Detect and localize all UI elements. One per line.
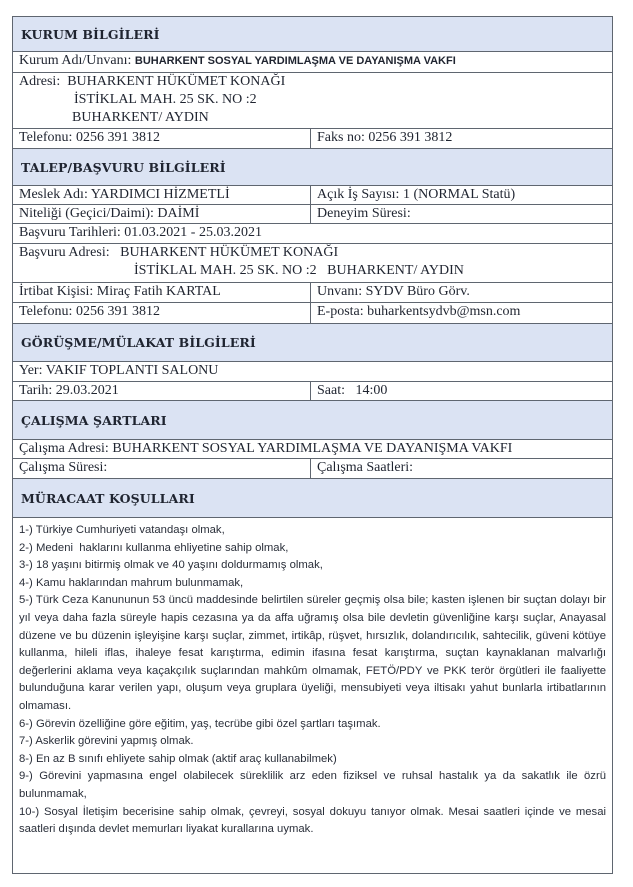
kurum-address-cell [13,73,612,128]
section-header-muracaat [13,479,612,518]
basvuru-adresi-cell [13,244,612,282]
condition-item: 8-) En az B sınıfı ehliyete sahip olmak (aktif araç kullanabilmek) [19,752,337,765]
deneyim-suresi: Deneyim Süresi: [317,206,411,221]
acik-is-sayisi: Açık İş Sayısı: 1 (NORMAL Statü) [317,187,516,202]
kurum-address-line: BUHARKENT/ AYDIN [72,110,209,125]
kurum-name-label: Kurum Adı/Unvanı: [19,53,132,68]
section-title: GÖRÜŞME/MÜLAKAT BİLGİLERİ [21,335,256,350]
nitelik: Niteliği (Geçici/Daimi): DAİMİ [13,205,311,223]
meslek-adi: Meslek Adı: YARDIMCI HİZMETLİ [13,186,311,204]
talep-irtibat-row [13,283,612,303]
talep-telefon: Telefonu: 0256 391 3812 [13,303,311,323]
basvuru-tarihleri: Başvuru Tarihleri: 01.03.2021 - 25.03.2021 [19,225,262,240]
condition-item: 3-) 18 yaşını bitirmiş olmak ve 40 yaşını doldurmamış olmak, [19,559,323,572]
section-title: TALEP/BAŞVURU BİLGİLERİ [21,159,226,175]
condition-item: 1-) Türkiye Cumhuriyeti vatandaşı olmak, [19,524,225,536]
conditions-list [13,518,612,873]
section-header-talep [13,149,612,186]
talep-adres-row [13,244,612,283]
kurum-address-line: İSTİKLAL MAH. 25 SK. NO :2 [74,92,257,107]
irtibat-unvan: Unvanı: SYDV Büro Görv. [317,284,470,299]
kurum-name-cell [13,52,612,72]
condition-item: 5-) Türk Ceza Kanununun 53 üncü maddesinde belirtilen süreler geçmiş olsa bile; kasten işlenen bir suçtan dolayı bir yıl veya daha fazla süreyle hapis cezasına ya da affa uğramış olsa bile devletin güvenliğine karşı suçlar, Anayasal düzene ve bu düzenin işleyişine karşı suçlar, zimmet, irtikâp, rüşvet, hırsızlık, dolandırıcılık, sahtecilik, güveni kötüye kullanma, hileli iflas, ihaleye fesat karıştırma, edimin ifasına fesat karıştırma, suçtan kaynaklanan malvarlığı değerlerini aklama veya kaçakçılık suçlarından mahkûm olmamak, FETÖ/PDY ve PKK terör örgütleri ile faaliyette bulunduğuna karar verilen yapı, oluşum veya gruplara üyeliği, mensubiyeti veya iltisakı yahut bunlarla irtibatlarının olmaması. [19,594,606,712]
talep-meslek-row [13,186,612,205]
basvuru-adresi-line: İSTİKLAL MAH. 25 SK. NO :2 BUHARKENT/ AYDIN [134,263,464,278]
talep-nitelik-row [13,205,612,224]
calisma-suresi: Çalışma Süresi: [13,459,311,478]
irtibat-kisisi: İrtibat Kişisi: Miraç Fatih KARTAL [13,283,311,302]
talep-iletisim-row [13,303,612,324]
talep-eposta[interactable]: E-posta: buharkentsydvb@msn.com [317,304,521,319]
section-title: ÇALIŞMA ŞARTLARI [21,412,167,428]
gorusme-yer-row [13,362,612,382]
kurum-address-label: Adresi: [19,74,61,89]
basvuru-adresi-line: BUHARKENT HÜKÜMET KONAĞI [120,245,339,260]
section-title: MÜRACAAT KOŞULLARI [21,490,195,506]
job-posting-form [12,16,613,874]
condition-item: 7-) Askerlik görevini yapmış olmak. [19,735,194,748]
calisma-sure-row [13,459,612,479]
calisma-saatleri: Çalışma Saatleri: [317,460,414,475]
condition-item: 10-) Sosyal İletişim becerisine sahip olmak, çevreyi, sosyal dokuyu tanıyor olmak. Mesai saatleri içinde ve mesai saatleri dışında devlet memurları liyakat kurallarına uymak. [19,805,606,836]
kurum-contact-row [13,129,612,149]
calisma-adres-row [13,440,612,459]
kurum-fax: Faks no: 0256 391 3812 [317,130,453,145]
kurum-address-row [13,73,612,129]
condition-item: 9-) Görevini yapmasına engel olabilecek süreklilik arz eden fiziksel ve ruhsal hastalık ya da sakatlık ile özrü bulunmamak, [19,770,606,800]
gorusme-saat: Saat: 14:00 [317,383,388,398]
gorusme-yer: Yer: VAKIF TOPLANTI SALONU [19,363,219,378]
section-header-kurum [13,17,612,52]
kurum-address-line: BUHARKENT HÜKÜMET KONAĞI [67,74,286,89]
section-title: KURUM BİLGİLERİ [21,26,160,42]
calisma-adresi: Çalışma Adresi: BUHARKENT SOSYAL YARDIMLAŞMA VE DAYANIŞMA VAKFI [19,441,513,456]
gorusme-tarih: Tarih: 29.03.2021 [13,382,311,400]
condition-item: 4-) Kamu haklarından mahrum bulunmamak, [19,576,244,589]
section-header-calisma [13,401,612,440]
section-header-gorusme [13,324,612,362]
kurum-name-value: BUHARKENT SOSYAL YARDIMLAŞMA VE DAYANIŞMA VAKFI [134,55,456,67]
condition-item: 2-) Medeni haklarını kullanma ehliyetine sahip olmak, [19,541,289,554]
kurum-name-row [13,52,612,73]
gorusme-zaman-row [13,382,612,401]
kurum-phone: Telefonu: 0256 391 3812 [13,129,311,148]
basvuru-adresi-label: Başvuru Adresi: [19,245,110,260]
condition-item: 6-) Görevin özelliğine göre eğitim, yaş, tecrübe gibi özel şartları taşımak. [19,717,381,730]
talep-tarih-row [13,224,612,244]
